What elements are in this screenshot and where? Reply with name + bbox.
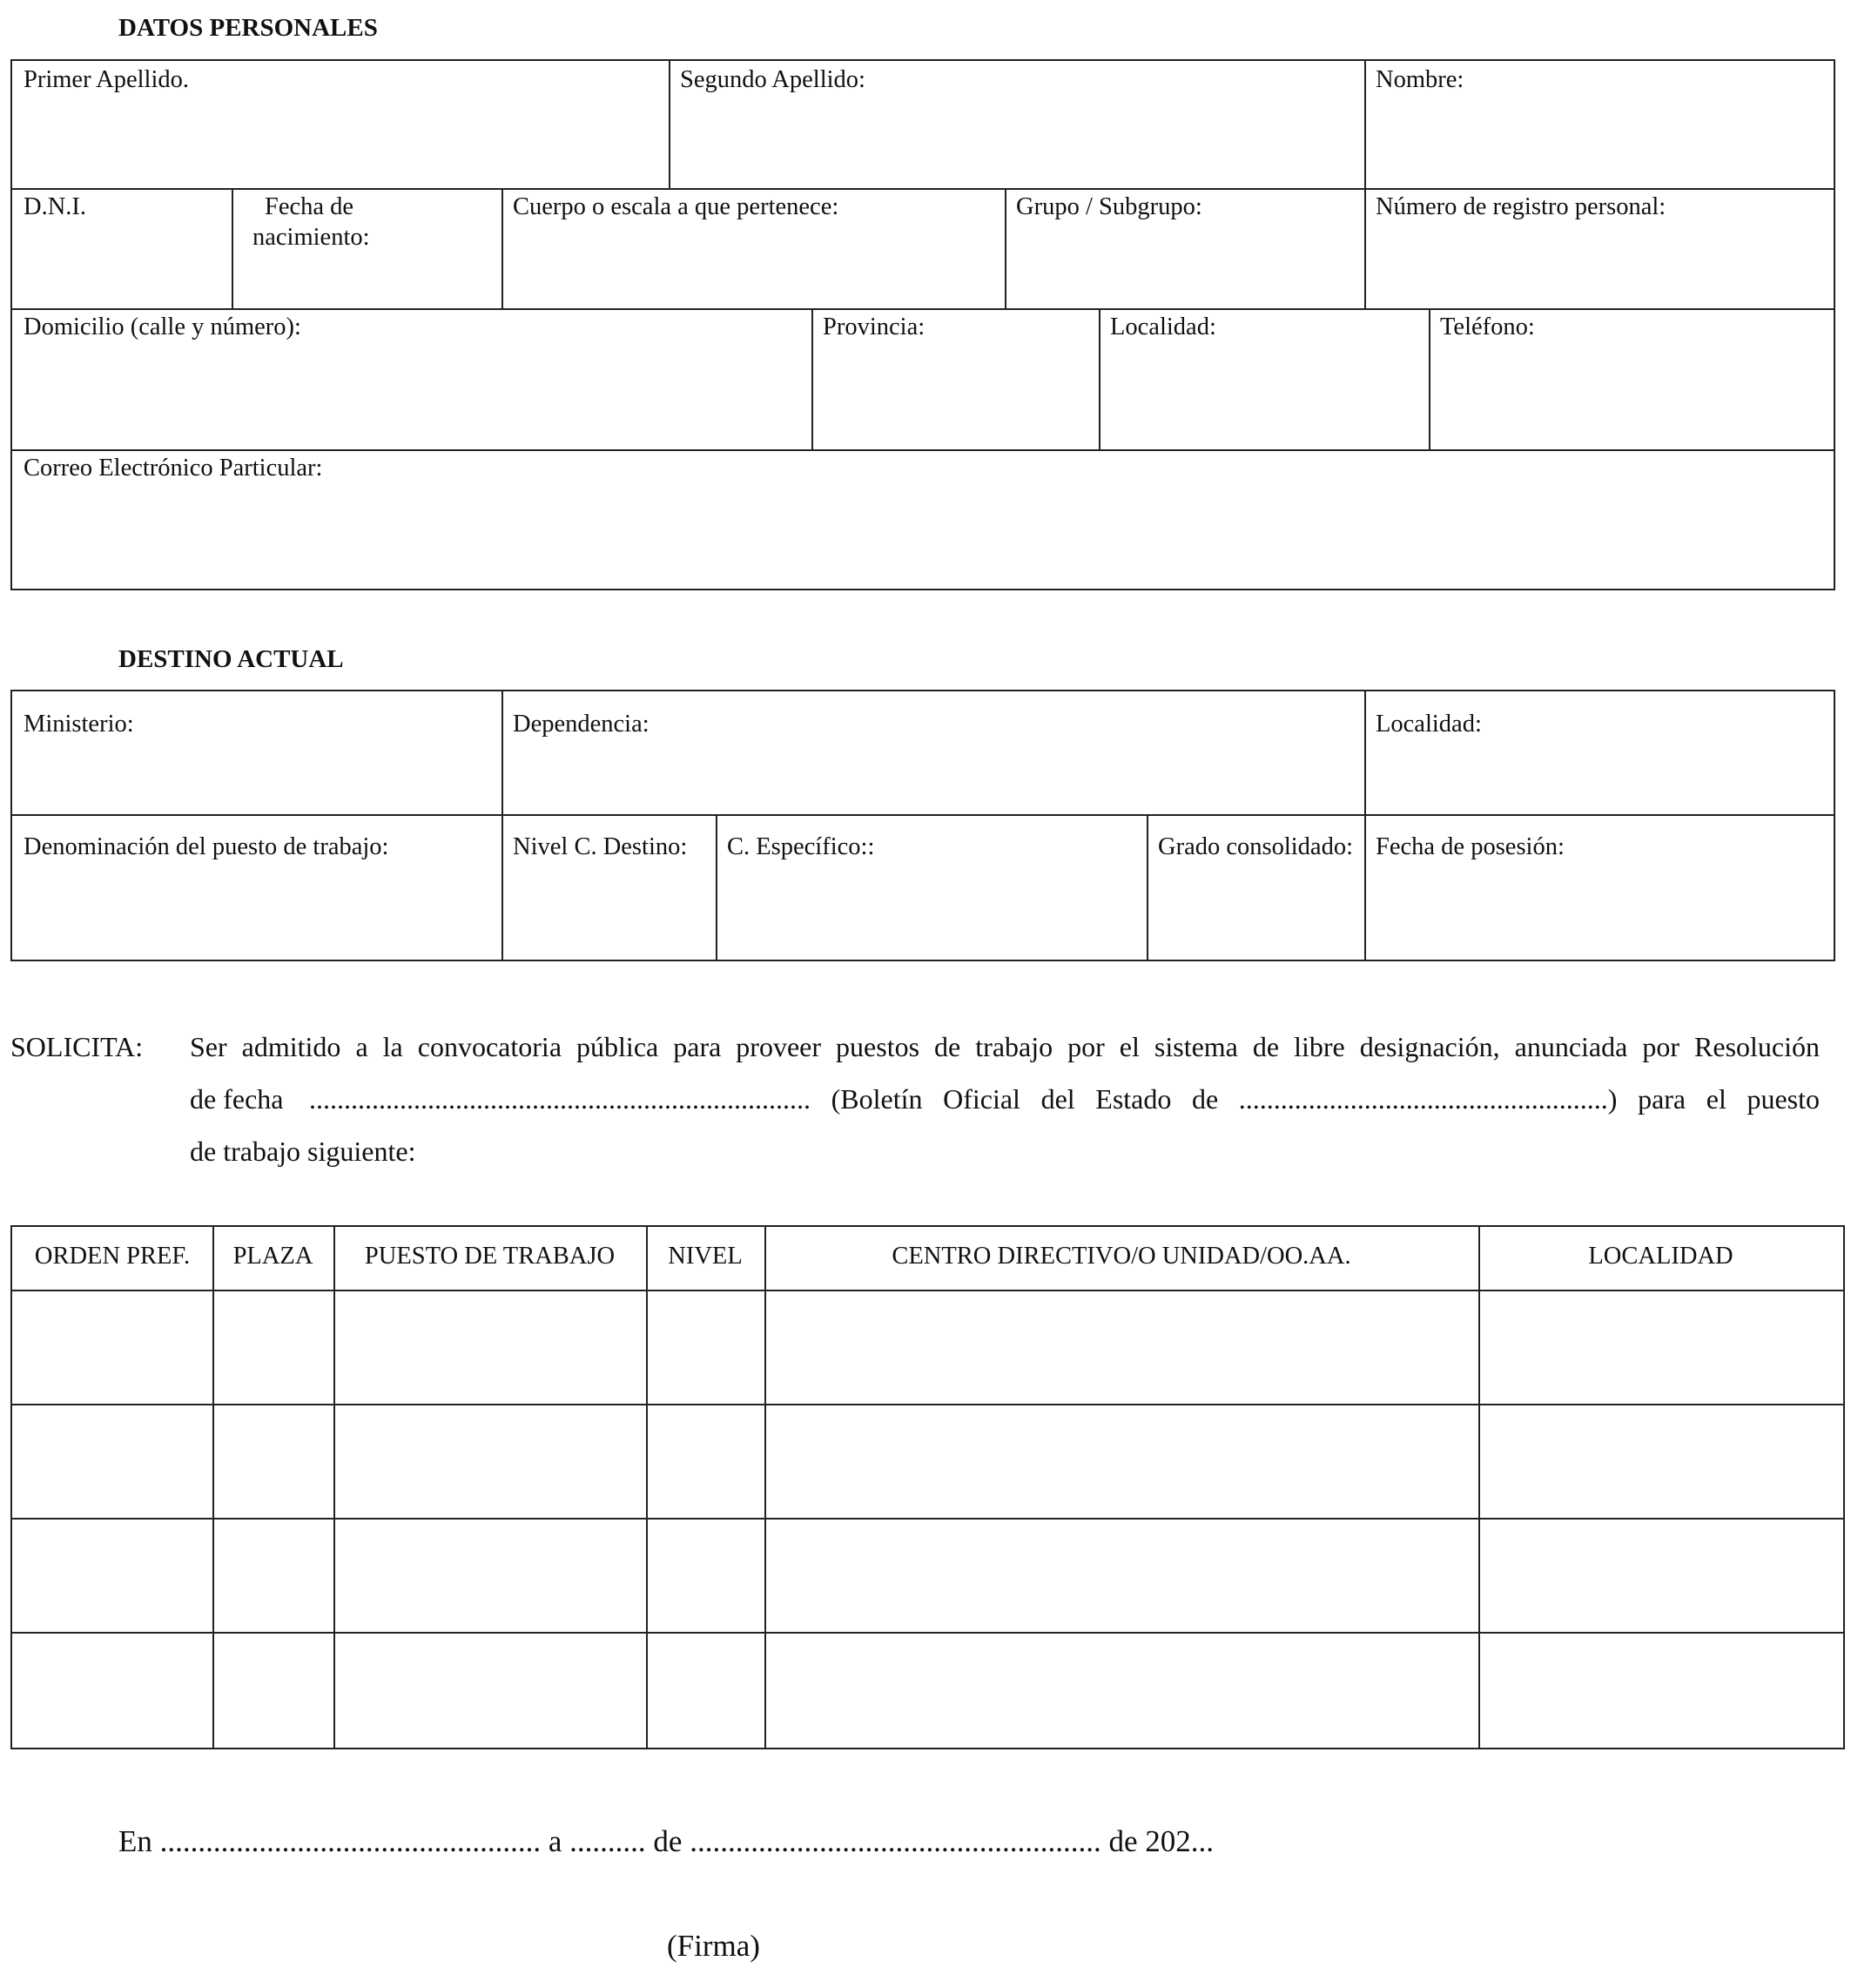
field-nombre[interactable] <box>1364 61 1834 188</box>
field-grupo-subgrupo[interactable] <box>1005 188 1364 308</box>
table-row[interactable] <box>12 1404 1843 1518</box>
label-fecha-nacimiento-line2: nacimiento: <box>252 224 370 251</box>
field-provincia[interactable] <box>811 308 1099 449</box>
field-numero-registro[interactable] <box>1364 188 1834 308</box>
field-telefono[interactable] <box>1429 308 1834 449</box>
field-domicilio[interactable] <box>12 308 811 449</box>
puestos-table <box>10 1225 1845 1749</box>
field-dni[interactable] <box>12 188 232 308</box>
table-row[interactable] <box>12 1290 1843 1404</box>
field-especifico[interactable] <box>716 814 1147 960</box>
label-fecha-nacimiento-line1: Fecha de <box>265 193 354 220</box>
label-denominacion-puesto: Denominación del puesto de trabajo: <box>24 833 389 860</box>
label-primer-apellido: Primer Apellido. <box>24 66 189 93</box>
field-cuerpo-escala[interactable] <box>501 188 1005 308</box>
section-heading-destino-actual: DESTINO ACTUAL <box>118 645 344 673</box>
label-nivel-destino: Nivel C. Destino: <box>513 833 688 860</box>
section-heading-datos-personales: DATOS PERSONALES <box>118 14 378 42</box>
datos-personales-form <box>10 59 1835 590</box>
firma-label: (Firma) <box>667 1929 760 1963</box>
column-header-localidad: LOCALIDAD <box>1588 1243 1733 1270</box>
label-numero-registro: Número de registro personal: <box>1376 193 1666 220</box>
column-header-nivel: NIVEL <box>668 1243 743 1270</box>
label-dni: D.N.I. <box>24 193 87 220</box>
label-dependencia: Dependencia: <box>513 711 650 738</box>
field-nivel-destino[interactable] <box>501 814 716 960</box>
label-domicilio: Domicilio (calle y número): <box>24 313 301 340</box>
field-primer-apellido[interactable] <box>12 61 669 188</box>
label-correo-electronico: Correo Electrónico Particular: <box>24 455 323 482</box>
field-denominacion-puesto[interactable] <box>12 814 501 960</box>
label-cuerpo-escala: Cuerpo o escala a que pertenece: <box>513 193 839 220</box>
solicita-text-line1: Ser admitido a la convocatoria pública para proveer puestos de trabajo por el sistema de libre designación, anunciada por Resolución <box>190 1031 1820 1062</box>
label-segundo-apellido: Segundo Apellido: <box>680 66 865 93</box>
label-localidad: Localidad: <box>1110 313 1216 340</box>
table-row[interactable] <box>12 1632 1843 1748</box>
label-telefono: Teléfono: <box>1440 313 1535 340</box>
label-ministerio: Ministerio: <box>24 711 134 738</box>
field-fecha-nacimiento[interactable] <box>232 188 501 308</box>
field-localidad-destino[interactable] <box>1364 691 1834 814</box>
lugar-fecha-line[interactable]: En .................................................. a .......... de ...................................................... de 202... <box>118 1824 1214 1858</box>
label-especifico: C. Específico:: <box>727 833 875 860</box>
table-row[interactable] <box>12 1518 1843 1632</box>
solicita-text-line3: de trabajo siguiente: <box>190 1136 416 1167</box>
solicita-label: SOLICITA: <box>10 1031 144 1062</box>
field-dependencia[interactable] <box>501 691 1364 814</box>
label-nombre: Nombre: <box>1376 66 1464 93</box>
solicita-text-line2: ........................................................................ (Boletín Oficial del Estado de .....................................................) para el puesto <box>309 1083 1820 1115</box>
column-header-puesto-trabajo: PUESTO DE TRABAJO <box>364 1243 616 1270</box>
label-provincia: Provincia: <box>823 313 926 340</box>
field-grado-consolidado[interactable] <box>1147 814 1364 960</box>
label-grupo-subgrupo: Grupo / Subgrupo: <box>1016 193 1202 220</box>
destino-actual-form <box>10 690 1835 961</box>
label-localidad-destino: Localidad: <box>1376 711 1482 738</box>
field-fecha-posesion[interactable] <box>1364 814 1834 960</box>
column-header-centro-directivo: CENTRO DIRECTIVO/O UNIDAD/OO.AA. <box>892 1243 1351 1270</box>
field-segundo-apellido[interactable] <box>669 61 1364 188</box>
solicita-text-line2-start: de fecha <box>190 1083 284 1115</box>
field-localidad[interactable] <box>1099 308 1429 449</box>
column-header-orden-pref: ORDEN PREF. <box>34 1243 191 1270</box>
field-correo-electronico[interactable] <box>12 449 1834 589</box>
column-header-plaza: PLAZA <box>232 1243 313 1270</box>
field-ministerio[interactable] <box>12 691 501 814</box>
label-grado-consolidado: Grado consolidado: <box>1158 833 1353 860</box>
label-fecha-posesion: Fecha de posesión: <box>1376 833 1565 860</box>
